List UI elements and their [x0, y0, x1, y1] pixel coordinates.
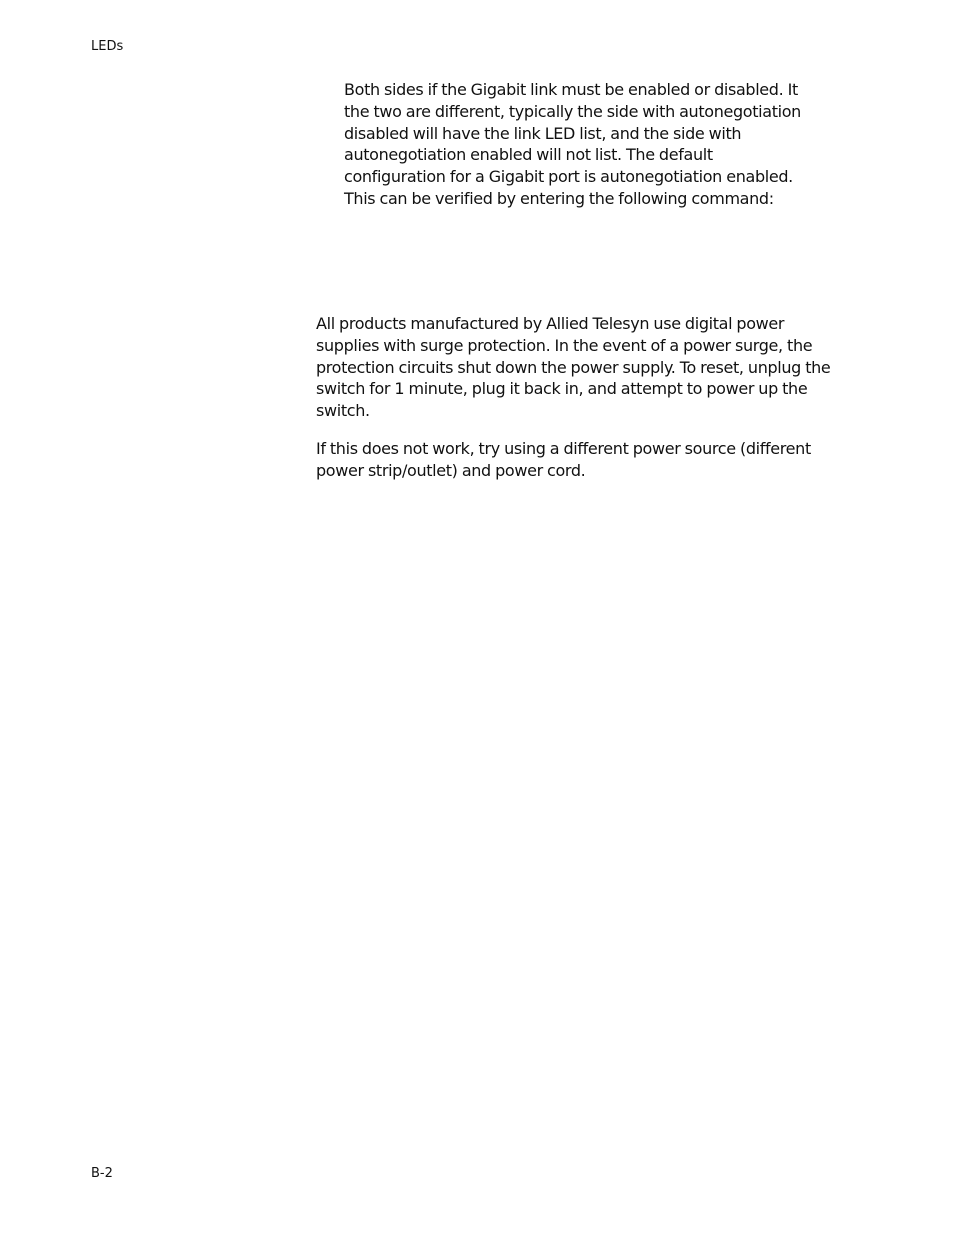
- gigabit-autonegotiation-paragraph: [344, 79, 801, 210]
- paragraph-line: switch for 1 minute, plug it back in, and attempt to power up the: [316, 379, 808, 399]
- paragraph-line: configuration for a Gigabit port is autonegotiation enabled.: [344, 167, 793, 187]
- paragraph-line: supplies with surge protection. In the event of a power surge, the: [316, 335, 813, 355]
- paragraph-line: protection circuits shut down the power supply. To reset, unplug the: [316, 357, 831, 377]
- paragraph-line: autonegotiation enabled will not list. The default: [344, 145, 713, 165]
- paragraph-line: Both sides if the Gigabit link must be enabled or disabled. It: [344, 80, 798, 99]
- paragraph-line: power strip/outlet) and power cord.: [316, 460, 586, 480]
- power-source-paragraph: [316, 438, 811, 482]
- paragraph-line: the two are different, typically the side with autonegotiation: [344, 101, 801, 121]
- page-number: B-2: [91, 1166, 113, 1181]
- running-header: LEDs: [91, 39, 124, 54]
- power-supply-paragraph: [316, 313, 830, 422]
- paragraph-line: switch.: [316, 401, 370, 421]
- paragraph-line: This can be verified by entering the following command:: [344, 188, 774, 208]
- paragraph-line: All products manufactured by Allied Telesyn use digital power: [316, 314, 785, 333]
- paragraph-line: If this does not work, try using a different power source (different: [316, 439, 811, 458]
- paragraph-line: disabled will have the link LED list, and the side with: [344, 123, 742, 143]
